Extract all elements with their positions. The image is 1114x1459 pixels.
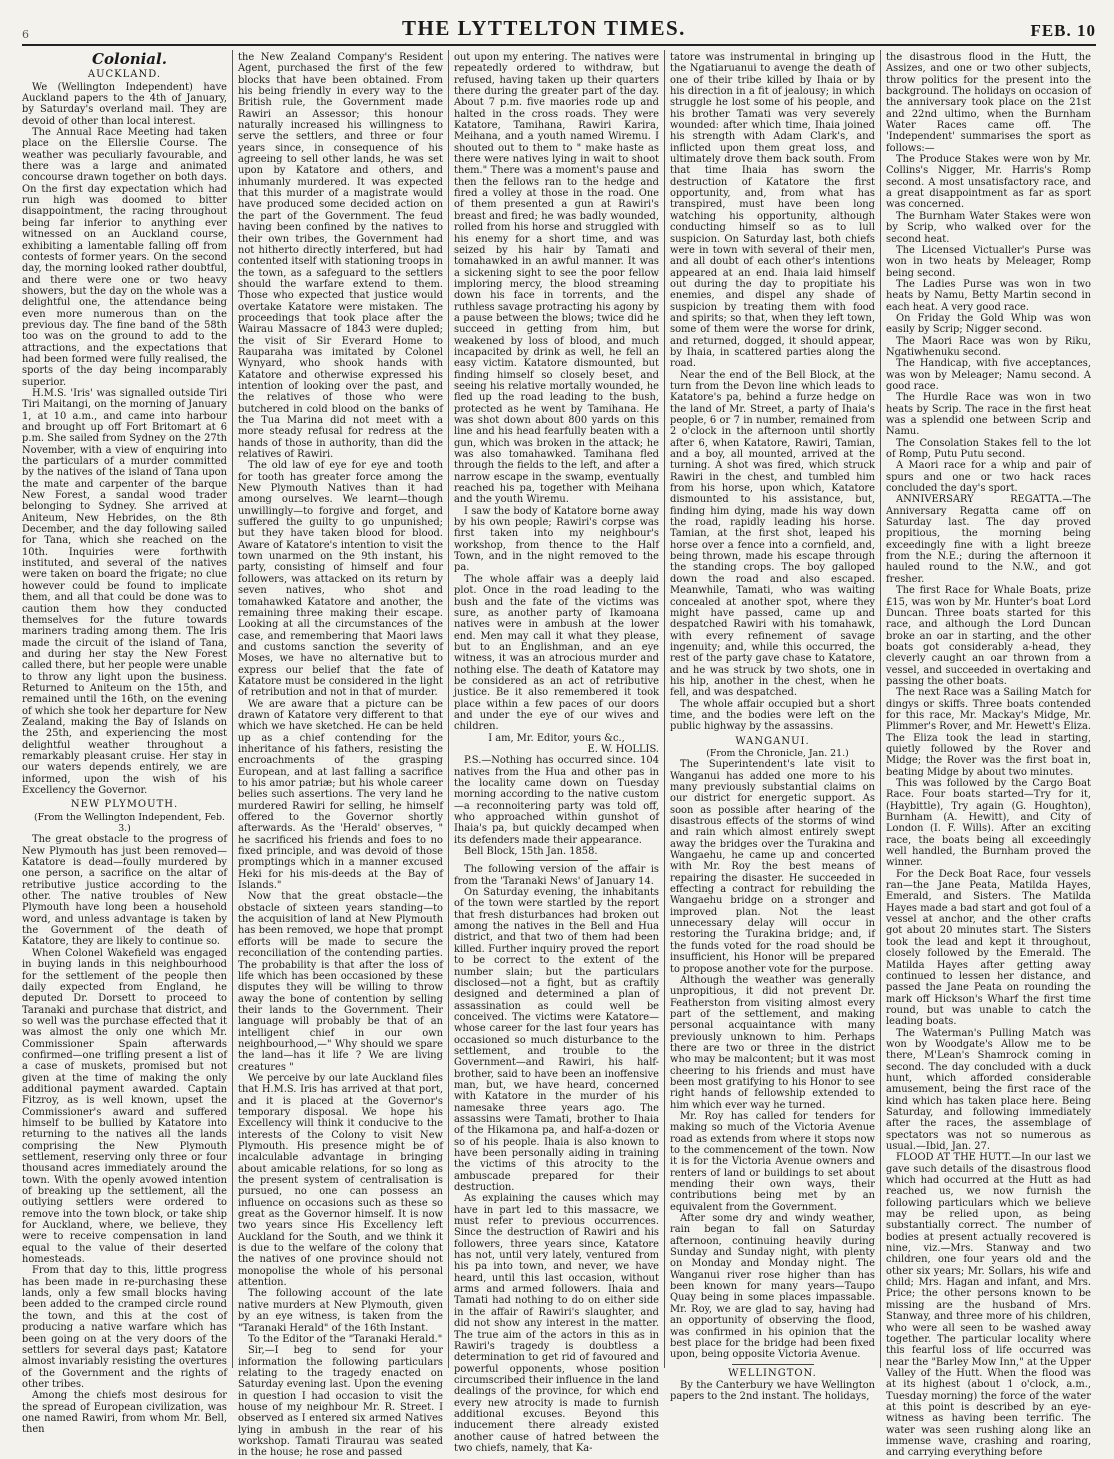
- paragraph: The whole affair was a deeply laid plot. Once in the road leading to the bush and the fate of the victims was sure, as another party of Ikamoana natives were in ambush at the lower end. Men may call it what they please, but to an Englishman, and an eye witness, it was an atrocious murder and nothing else. The death of Katatore may be considered as an act of retributive justice. Be it also remembered it took place within a few paces of our doors and under the eye of our wives and children.: [454, 573, 659, 733]
- paragraph: The Annual Race Meeting had taken place on the Ellerslie Course. The weather was peculiarly favourable, and there was a large and animated concourse drawn together on both days. On the first day expectation which had run high was doomed to bitter disappointment, the racing throughout being far inferior to anything ever witnessed on an Auckland course, exhibiting a lamentable falling off from contests of former years. On the second day, the morning looked rather doubtful, and there were one or two heavy showers, but the day on the whole was a delightful one, the attendance being even more numerous than on the previous day. The fine band of the 58th too was on the ground to add to the attractions, and the expectations that had been formed were fully realised, the sports of the day being incomparably superior.: [22, 127, 227, 388]
- paragraph: The Waterman's Pulling Match was won by Woodgate's Allow me to be there, M'Lean's Shamrock coming in second. The day concluded with a duck hunt, which afforded considerable amusement, being the first race of the kind which has taken place here. Being Saturday, and following immediately after the races, the assemblage of spectators was not so numerous as usual.—Ibid, Jan. 27.: [886, 1027, 1091, 1152]
- paragraph: The following version of the affair is from the 'Taranaki News' of January 14.: [454, 864, 659, 887]
- paragraph: The following account of the late native murders at New Plymouth, given by an eye witness, is taken from the "Taranaki Herald" of the 16th Instant.: [238, 1288, 443, 1334]
- article-heading: NEW PLYMOUTH.: [70, 799, 179, 811]
- paragraph: On Saturday evening, the inhabitants of the town were startled by the report that fresh disturbances had broken out among the natives in the Bell and Hua district, and that two of them had been killed. Further inquiry proved the report to be correct to the extent of the number slain; but the particulars disclosed—not a fight, but as craftily designed and determined a plan of assassination as could well be conceived. The victims were Katatore—whose career for the last four years has occasioned so much disturbance to the settlement, and trouble to the Government—and Rawiri, his half-brother, said to have been an inoffensive man, but, we have heard, concerned with Katatore in the murder of his namesake three years ago. The assassins were Tamati, brother to Ihaia of the Hikamona pa, and half-a-dozen or so of his people. Ihaia is also known to have been personally aiding in training the victims of this atrocity to the ambuscade prepared for their destruction.: [454, 887, 659, 1194]
- article-heading: WANGANUI.: [735, 735, 810, 747]
- paragraph: The whole affair occupied but a short time, and the bodies were left on the public highway by the assassins.: [670, 698, 875, 733]
- paragraph: A Maori race for a whip and pair of spurs and one or two hack races concluded the day's sport.: [886, 460, 1091, 495]
- divider: [516, 860, 598, 861]
- column-4: [664, 50, 880, 1403]
- paragraph: The Superintendent's late visit to Wanganui has added one more to his many previously substantial claims on our district for energetic support. As soon as possible after hearing of the disastrous effects of the storms of wind and rain which almost entirely swept away the bridges over the Turakina and Wangaehu, he came up and concerted with Mr. Roy the best means of repairing the disaster. He succeeded in effecting a contract for rebuilding the Wangaehu bridge on a stronger and improved plan. Not the least unnecessary delay will occur in restoring the Turakina bridge; and, if the funds voted for the road should be insufficient, his Honor will be prepared to propose another vote for the purpose.: [670, 759, 875, 975]
- paragraph: When Colonel Wakefield was engaged in buying lands in this neighbourhood for the settlement of the people then daily expected from England, he deputed Dr. Dorsett to proceed to Taranaki and purchase that district, and so well was the purchase effected that it was almost the only one which Mr. Commissioner Spain afterwards confirmed—one trifling present a list of a case of muskets, promised but not given at the time of making the only additional payment awarded. Captain Fitzroy, as is well known, upset the Commissioner's award and suffered himself to be bullied by Katatore into returning to the natives all the lands comprising the New Plymouth settlement, reserving only three or four thousand acres immediately around the town. With the openly avowed intention of breaking up the settlement, all the outlying settlers were ordered to remove into the town block, or take ship for Auckland, where, we believe, they were to receive compensation in land equal to the value of their deserted homesteads.: [22, 947, 227, 1266]
- source-line: (From the Chronicle, Jan. 21.): [706, 747, 849, 759]
- columns: [22, 50, 1096, 1459]
- author-name: E. W. HOLLIS.: [587, 743, 659, 755]
- paragraph: The great obstacle to the progress of New Plymouth has just been removed—Katatore is dead—foully murdered by one person, a sacrifice on the altar of retributive justice according to the other. The native troubles of New Plymouth have long been a household word, and unless advantage is taken by the Government of the death of Katatore, they are likely to continue so.: [22, 834, 227, 948]
- paragraph: We are aware that a picture can be drawn of Katatore very different to that which we have sketched. He can be held up as a chief contending for the inheritance of his fathers, resisting the encroachments of the grasping European, and at last falling a sacrifice to his amor patriæ; but his whole career belies such assertions. The very land he murdered Rawiri for selling, he himself offered to the Governor shortly afterwards. As the 'Herald' observes, " he sacrificed his friends and foes to no fixed principle, and was devoid of those promptings which in a manner excused Heki for his mis-deeds at the Bay of Islands.": [238, 698, 443, 892]
- paragraph: Bell Block, 15th Jan. 1858.: [464, 846, 598, 858]
- paragraph: We perceive by our late Auckland files that H.M.S. Iris has arrived at that port, and it is placed at the Governor's temporary disposal. We hope his Excellency will think it conducive to the interests of the Colony to visit New Plymouth. His presence might be of incalculable advantage in bringing about amicable relations, for so long as the present system of centralisation is pursued, no one can possess an influence on occasions such as these so great as the Governor himself. It is now two years since His Excellency left Auckland for the South, and we think it is due to the welfare of the colony that the natives of one province should not monopolise the whole of his personal attention.: [238, 1072, 443, 1289]
- column-3: [448, 50, 664, 1454]
- paragraph: The Produce Stakes were won by Mr. Collins's Nigger, Mr. Harris's Romp second. A most unsatisfactory race, and a great disappointment as far as sport was concerned.: [886, 154, 1091, 211]
- paragraph: Now that the great obstacle—the obstacle of sixteen years standing—to the acquisition of land at New Plymouth has been removed, we hope that prompt efforts will be made to secure the reconciliation of the contending parties. The probability is that after the loss of life which has been occasioned by these disputes they will be willing to throw away the bone of contention by selling their lands to the Government. Their language will probably be that of an intelligent chief in our own neighbourhood,—" Why should we spare the land—has it life ? We are living creatures ": [238, 891, 443, 1073]
- column-5: [880, 50, 1096, 1459]
- paragraph: out upon my entering. The natives were repeatedly ordered to withdraw, but refused, having taken up their quarters there during the greater part of the day. About 7 p.m. five maories rode up and halted in the cross roads. They were Katatore, Tamihana, Rawiri Karira, Meihana, and a youth named Wiremu. I shouted out to them to " make haste as there were natives lying in wait to shoot them." There was a moment's pause and then the fellows ran to the hedge and fired a volley at those in the road. One of them presented a gun at Rawiri's breast and fired; he was badly wounded, rolled from his horse and struggled with his enemy for a short time, and was seized by his hair by Tamati and tomahawked in an awful manner. It was a sickening sight to see the poor fellow imploring mercy, the blood streaming down his face in torrents, and the ruthless savage protracting his agony by a pause between the blows; twice did he succeed in getting from him, but weakened by loss of blood, and much incapacited by drink as well, he fell an easy victim. Katatore dismounted, but finding himself so closely beset, and seeing his relative mortally wounded, he fled up the road leading to the bush, protected as he went by Tamihana. He was shot down about 800 yards on this line and his head fearfully beaten with a gun, which was broken in the attack; he was also tomahawked. Tamihana fled through the fields to the left, and after a narrow escape in the swamp, eventually reached his pa, together with Meihana and the youth Wiremu.: [454, 52, 659, 506]
- paragraph: FLOOD AT THE HUTT.—In our last we gave such details of the disastrous flood which had occurred at the Hutt as had reached us, we now furnish the following particulars which we believe may be relied upon, as being substantially correct. The number of bodies at present actually recovered is nine, viz.—Mrs. Stanway and two children, one four years old and the other six years; Mr. Sollars, his wife and child; Mrs. Hagan and infant, and Mrs. Price; the other persons known to be missing are the husband of Mrs. Stanway, and three more of his children, who were all seen to be washed away together. The particular locality where this fearful loss of life occurred was near the "Barley Mow Inn," at the Upper Valley of the Hutt. When the flood was at its highest (about 1 o'clock, a.m., Tuesday morning) the force of the water at this point is described by an eye-witness as having been terrific. The water was seen rushing along like an immense wave, crashing and roaring, and carrying everything before: [886, 1152, 1091, 1459]
- paragraph: For the Deck Boat Race, four vessels ran—the Jane Peata, Matilda Hayes, Emerald, and Sisters. The Matilda Hayes made a bad start and got foul of a vessel at anchor, and the other crafts got about 20 minutes start. The Sisters took the lead and kept it throughout, closely followed by the Emerald. The Matilda Hayes after getting away continued to lessen her distance, and passed the Jane Peata on rounding the mark off Hickson's Wharf the first time round, but was unable to catch the leading boats.: [886, 868, 1091, 1028]
- paragraph: P.S.—Nothing has occurred since. 104 natives from the Hua and other pas in the locality came down on Tuesday morning according to the native custom—a reconnoitering party was told off, who approached within gunshot of Ihaia's pa, but quickly decamped when its defenders made their appearance.: [454, 755, 659, 846]
- divider: [732, 1364, 814, 1365]
- paragraph: After some dry and windy weather, rain began to fall on Saturday afternoon, continuing heavily during Sunday and Sunday night, with plenty on Monday and Monday night. The Wanganui river rose higher than has been known for many years—Taupo Quay being in some places impassable. Mr. Roy, we are glad to say, having had an opportunity of observing the flood, was confirmed in his opinion that the best place for the bridge had been fixed upon, being opposite Victoria Avenue.: [670, 1213, 875, 1361]
- paragraph: This was followed by the Cargo Boat Race. Four boats started—Try for it, (Haybittle), Try again (G. Houghton), Burnham (A. Hewitt), and City of London (I. F. Wills). After an exciting race, the boats being all exceedingly well handled, the Burnham proved the winner.: [886, 778, 1091, 869]
- source-line: (From the Wellington Independent, Feb. 3.): [33, 811, 226, 835]
- paragraph: I saw the body of Katatore borne away by his own people; Rawiri's corpse was first taken into my neighbour's workshop, from thence to the Half Town, and in the night removed to the pa.: [454, 505, 659, 574]
- paragraph: The Handicap, with five acceptances, was won by Meleager; Namu second. A good race.: [886, 358, 1091, 392]
- paragraph: On Friday the Gold Whip was won easily by Scrip; Nigger second.: [886, 312, 1091, 336]
- paragraph: The Burnham Water Stakes were won by Scrip, who walked over for the second heat.: [886, 210, 1091, 245]
- article-heading: AUCKLAND.: [87, 69, 162, 81]
- paragraph: The old law of eye for eye and tooth for tooth has greater force among the New Plymouth Natives than it had among ourselves. We learnt—though unwillingly—to forgive and forget, and suffered the guilty to go unpunished; but they have taken blood for blood. Aware of Katatore's intention to visit the town unarmed on the 9th instant, his party, consisting of himself and four followers, was attacked on its return by seven natives, who shot and tomahawked Katatore and another, the remaining three making their escape. Looking at all the circumstances of the case, and remembering that Maori laws and customs sanction the severity of Moses, we have no alternative but to express our belief that the fate of Katatore must be considered in the light of retribution and not in that of murder.: [238, 460, 443, 699]
- section-heading: Colonial.: [92, 50, 167, 68]
- paragraph: The Consolation Stakes fell to the lot of Romp, Putu Putu second.: [886, 437, 1091, 461]
- paragraph: Although the weather was generally unpropitious, it did not prevent Dr. Featherston from visiting almost every part of the settlement, and making personal acquaintance with many previously unknown to him. Perhaps there are two or three in the district who may be malcontent; but it was most cheering to his friends and must have been most gratifying to his Honor to see right hands of fellowship extended to him which ever way he turned.: [670, 974, 875, 1111]
- paragraph: The Licensed Victualler's Purse was won in two heats by Meleager, Romp being second.: [886, 244, 1091, 279]
- paragraph: Mr. Roy has called for tenders for making so much of the Victoria Avenue road as extends from where it stops now to the commencement of the town. Now it is for the Victoria Avenue owners and renters of land or buildings to set about mending their own ways, their contributions being met by an equivalent from the Government.: [670, 1110, 875, 1213]
- newspaper-title: THE LYTTELTON TIMES.: [402, 16, 686, 40]
- paragraph: As explaining the causes which may have in part led to this massacre, we must refer to previous occurrences. Since the destruction of Rawiri and his followers, three years since, Katatore has not, until very lately, ventured from his pa into town, and never, we have heard, until this last occasion, without arms and armed followers. Ihaia and Tamati had nothing to do on either side in the affair of Rawiri's slaughter, and did not show any interest in the matter. The true aim of the actors in this as in Rawiri's tragedy is doubtless a determination to get rid of favoured and powerful opponents, whose position circumscribed their influence in the land dealings of the province, for which end every new atrocity is made to furnish additional excuses. Beyond this inducement there already existed another cause of hatred between the two chiefs, namely, that Ka-: [454, 1193, 659, 1454]
- paragraph: By the Canterbury we have Wellington papers to the 2nd instant. The holidays,: [670, 1379, 875, 1403]
- paragraph: Near the end of the Bell Block, at the turn from the Devon line which leads to Katatore's pa, behind a furze hedge on the land of Mr. Street, a party of Ihaia's people, 6 or 7 in number, remained from 2 o'clock in the afternoon until shortly after 6, when Katatore, Rawiri, Tamian, and a boy, all mounted, arrived at the turning. A shot was fired, which struck Rawiri in the chest, and tumbled him from his horse, upon which, Katatore dismounted to his assistance, but, finding him dying, made his way down the road, rapidly leading his horse. Tamian, at the first shot, leaped his horse over a fence into a cornfield, and, being thrown, made his escape through the standing crops. The boy galloped down the road and also escaped. Meanwhile, Tamati, who was waiting concealed at another spot, where they might have passed, came up and despatched Rawiri with his tomahawk, with every refinement of savage ingenuity; and, while this occurred, the rest of the party gave chase to Katatore, and he was struck by two shots, one in his hip, another in the chest, when he fell, and was despatched.: [670, 369, 875, 699]
- paragraph: The first Race for Whale Boats, prize £15, was won by Mr. Hunter's boat Lord Duncan. Three boats started for this race, and although the Lord Duncan broke an oar in starting, and the other boats got considerably a-head, they cleverly caught an oar thrown from a vessel, and succeeded in overtaking and passing the other boats.: [886, 585, 1091, 687]
- signoff-line: I am, Mr. Editor, yours &c.,: [488, 732, 625, 744]
- issue-date: FEB. 10: [1030, 21, 1096, 40]
- paragraph: Among the chiefs most desirous for the spread of European civilization, was one named Rawiri, from whom Mr. Bell, then: [22, 1390, 227, 1436]
- paragraph: the disastrous flood in the Hutt, the Assizes, and one or two other subjects, throw politics for the present into the background. The holidays on occasion of the anniversary took place on the 21st and 22nd ultimo, when the Burnham Water Races came off. The 'Independent' summarises the sport as follows:—: [886, 52, 1091, 154]
- column-1: [22, 50, 232, 1436]
- paragraph: From that day to this, little progress has been made in re-purchasing these lands, only a few small blocks having been added to the cramped circle round the town, and this at the cost of producing a native warfare which has been going on at the very doors of the settlers for several days past; Katatore almost invariably resisting the overtures of the Government and the rights of other tribes.: [22, 1265, 227, 1390]
- paragraph: The Ladies Purse was won in two heats by Namu, Betty Martin second in each heat. A very good race.: [886, 278, 1091, 313]
- masthead: [22, 12, 1096, 46]
- paragraph: The Maori Race was won by Riku, Ngatiwhenuku second.: [886, 335, 1091, 358]
- column-2: [232, 50, 448, 1459]
- page-number: 6: [22, 28, 29, 41]
- paragraph: We (Wellington Independent) have Auckland papers to the 4th of January, by Saturday's overland mail. They are devoid of other than local interest.: [22, 81, 227, 127]
- paragraph: The Hurdle Race was won in two heats by Scrip. The race in the first heat was a splendid one between Scrip and Namu.: [886, 392, 1091, 438]
- paragraph: The next Race was a Sailing Match for dingys or skiffs. Three boats contended for this race, Mr. Mackay's Midge, Mr. Plimmer's Rover, and Mr. Hewett's Eliza. The Eliza took the lead in starting, quietly followed by the Rover and Midge; the Rover was the first boat in, beating Midge by about two minutes.: [886, 687, 1091, 778]
- paragraph: the New Zealand Company's Resident Agent, purchased the first of the few blocks that have been obtained. From his being friendly in every way to the British rule, the Government made Rawiri an Assessor; this honour naturally increased his willingness to serve the settlers, and three or four years since, in consequence of his agreeing to sell other lands, he was set upon by Katatore and others, and inhumanly murdered. It was expected that this murder of a magistrate would have produced some decided action on the part of the Government. The feud having been confined by the natives to their own tribes, the Government had not hitherto directly interfered, but had contented itself with stationing troops in the town, as a safeguard to the settlers should the warfare extend to them. Those who expected that justice would overtake Katatore were mistaken. The proceedings that took place after the Wairau Massacre of 1843 were dupled; the visit of Sir Everard Home to Rauparaha was imitated by Colonel Wynyard, who shook hands with Katatore and otherwise expressed his intention of looking over the past, and the relatives of those who were butchered in cold blood on the banks of the Tua Marina did not meet with a more steady refusal for redress at the hands of those in authority, than did the relatives of Rawiri.: [238, 52, 443, 461]
- paragraph: To the Editor of the "Taranaki Herald.": [248, 1333, 443, 1345]
- paragraph: tatore was instrumental in bringing up the Ngatiaruanui to avenge the death of one of their tribe killed by Ihaia or by his direction in a fit of jealousy; in which struggle he lost some of his people, and his brother Tamati was very severely wounded: after which time, Ihaia joined his strength with Adam Clark's, and inflicted upon them great loss, and ultimately drove them back south. From that time Ihaia has sworn the destruction of Katatore the first opportunity, and, from what has transpired, must have been long watching his opportunity, although conducting himself so as to lull suspicion. On Saturday last, both chiefs were in town with several of their men, and all doubt of each other's intentions appeared at an end. Ihaia laid himself out during the day to propitiate his enemies, and dispel any shade of suspicion by treating them with food and spirits; so that, when they left town, some of them were the worse for drink, and returned, dogged, it should appear, by Ihaia, in scattered parties along the road.: [670, 52, 875, 370]
- paragraph: ANNIVERSARY REGATTA.—The Anniversary Regatta came off on Saturday last. The day proved propitious, the morning being exceedingly fine with a light breeze from the N.E.; during the afternoon it hauled round to the N.W., and got fresher.: [886, 494, 1091, 585]
- article-heading: WELLINGTON.: [728, 1367, 817, 1379]
- paragraph: Sir,—I beg to send for your information the following particulars relating to the tragedy enacted on Saturday evening last. Upon the evening in question I had occasion to visit the house of my neighbour Mr. R. Street. I observed as I entered six armed Natives lying in ambush in the rear of his workshop. Tamati Tiraurau was seated in the house; he rose and passed: [238, 1345, 443, 1459]
- paragraph: H.M.S. 'Iris' was signalled outside Tiri Tiri Maitangi, on the morning of January 1, at 10 a.m., and came into harbour and brought up off Fort Britomart at 6 p.m. She sailed from Sydney on the 27th November, with a view of enquiring into the particulars of a murder committed by the natives of the island of Tana upon the mate and carpenter of the barque New Forest, a sandal wood trader belonging to Sydney. She arrived at Aniteum, New Hebrides, on the 8th December, and the day following sailed for Tana, which she reached on the 10th. Inquiries were forthwith instituted, and several of the natives were taken on board the frigate; no clue however could be found to implicate them, and all that could be done was to caution them how they conducted themselves for the future towards mariners trading among them. The Iris made the circuit of the island of Tana, and during her stay the New Forest called there, but her people were unable to throw any light upon the business. Returned to Aniteum on the 15th, and remained until the 16th, on the evening of which she took her departure for New Zealand, making the Bay of Islands on the 25th, and experiencing the most delightful weather throughout a remarkably pleasant cruise. Her stay in our waters depends entirely, we are informed, upon the wish of his Excellency the Governor.: [22, 387, 227, 796]
